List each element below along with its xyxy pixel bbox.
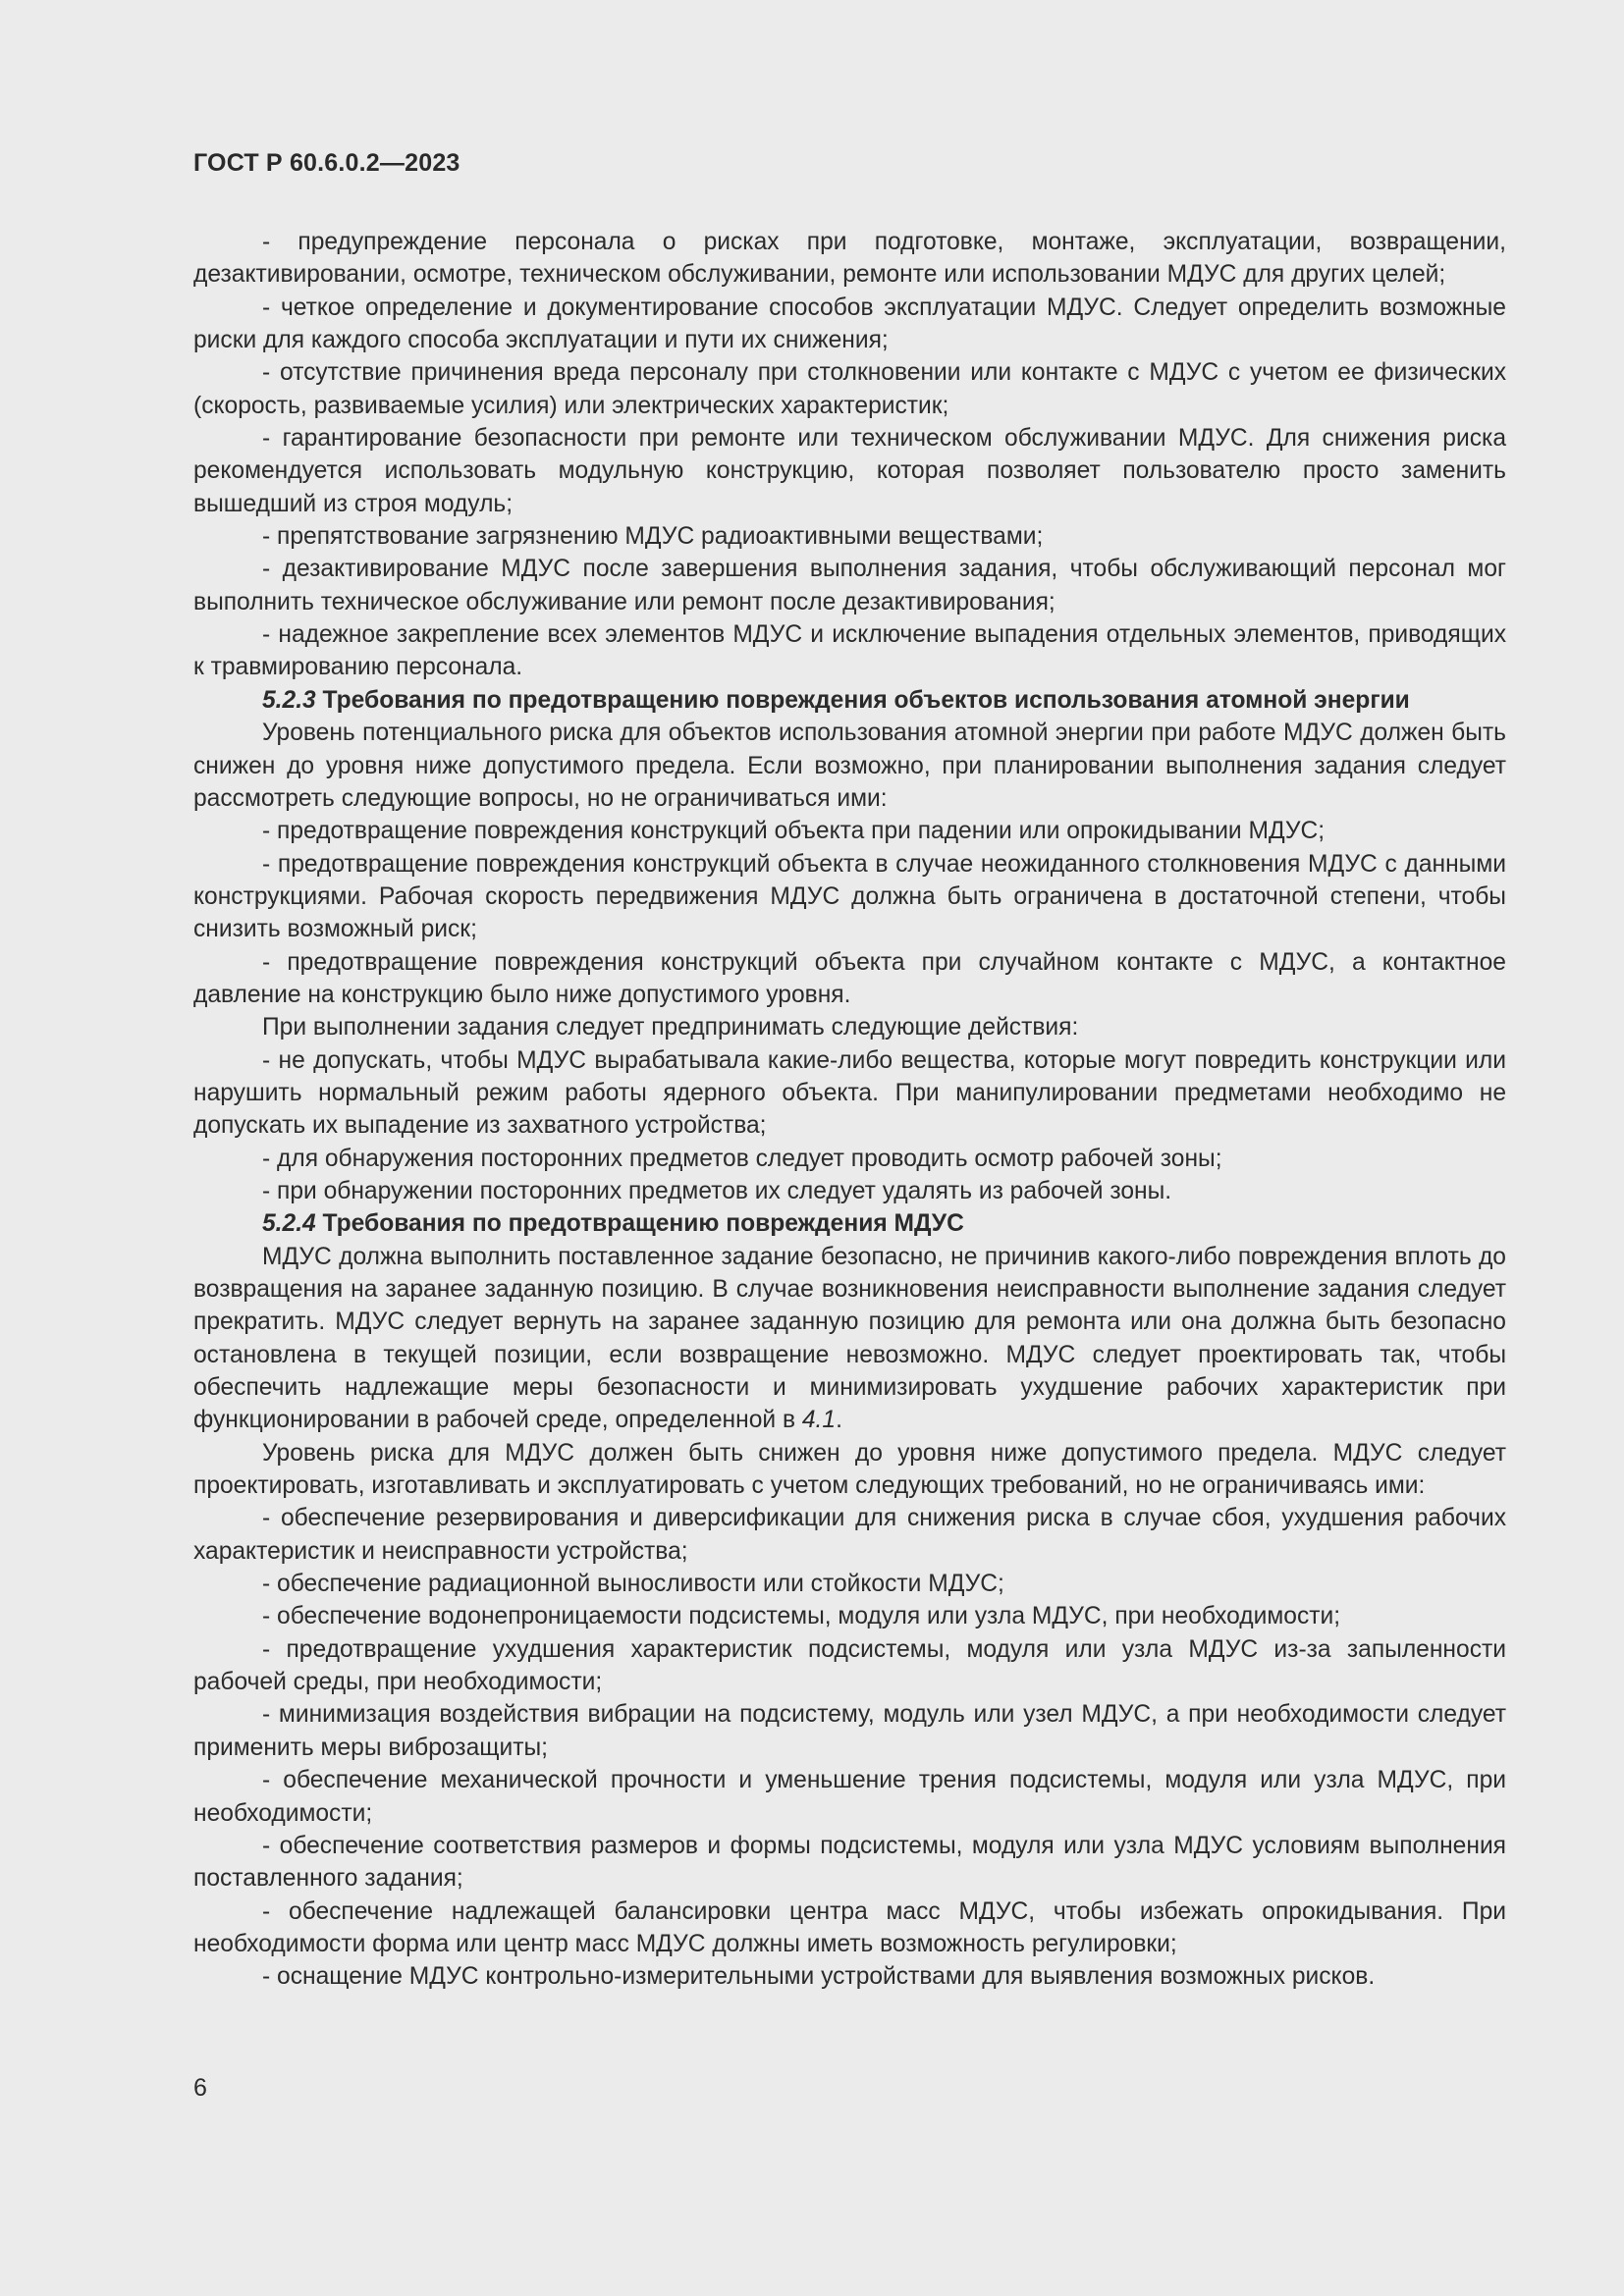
list-item: - дезактивирование МДУС после завершения выполнения задания, чтобы обслуживающий персонал мог выполнить техническое обслуживание или ремонт после дезактивирования;: [193, 556, 1506, 615]
list-item: - обеспечение резервирования и диверсификации для снижения риска в случае сбоя, ухудшения рабочих характеристик и неисправности устройства;: [193, 1505, 1506, 1565]
list-item: - препятствование загрязнению МДУС радиоактивными веществами;: [262, 523, 1044, 551]
paragraph: [193, 1241, 1506, 1437]
paragraph-text: МДУС должна выполнить поставленное задание безопасно, не причинив какого-либо повреждения вплоть до возвращения на заранее заданную позицию. В случае возникновения неисправности выполнение задания следует прекратить. МДУС следует вернуть на заранее заданную позицию для ремонта или она должна быть безопасно остановлена в текущей позиции, если возвращение невозможно. МДУС следует проектировать так, чтобы обеспечить надлежащие меры безопасности и минимизировать ухудшение рабочих характеристик при функционировании в рабочей среде, определенной в: [193, 1243, 1506, 1434]
list-item: - обеспечение радиационной выносливости или стойкости МДУС;: [262, 1571, 1004, 1598]
clause-reference: 4.1: [801, 1407, 837, 1434]
list-item: - минимизация воздействия вибрации на подсистему, модуль или узел МДУС, а при необходимости следует применить меры виброзащиты;: [193, 1701, 1506, 1761]
section-title: Требования по предотвращению повреждения МДУС: [322, 1210, 964, 1238]
paragraph: Уровень потенциального риска для объектов использования атомной энергии при работе МДУС должен быть снижен до уровня ниже допустимого предела. Если возможно, при планировании выполнения задания следует рассмотреть следующие вопросы, но не ограничиваться ими:: [193, 720, 1506, 812]
list-item: - надежное закрепление всех элементов МДУС и исключение выпадения отдельных элементов, приводящих к травмированию персонала.: [193, 621, 1506, 681]
list-item: - предотвращение ухудшения характеристик подсистемы, модуля или узла МДУС из-за запыленности рабочей среды, при необходимости;: [193, 1635, 1506, 1696]
list-item: - обеспечение соответствия размеров и формы подсистемы, модуля или узла МДУС условиям выполнения поставленного задания;: [193, 1832, 1506, 1893]
section-title: Требования по предотвращению повреждения объектов использования атомной энергии: [322, 686, 1410, 714]
paragraph: При выполнении задания следует предпринимать следующие действия:: [262, 1014, 1079, 1041]
section-heading-5-2-3: [193, 684, 1506, 717]
document-body: [193, 226, 1506, 1994]
list-item: - обеспечение надлежащей балансировки центра масс МДУС, чтобы избежать опрокидывания. При необходимости форма или центр масс МДУС должны иметь возможность регулировки;: [193, 1897, 1506, 1957]
document-code-header: ГОСТ Р 60.6.0.2—2023: [193, 149, 460, 177]
list-item: - гарантирование безопасности при ремонте или техническом обслуживании МДУС. Для снижения риска рекомендуется использовать модульную конструкцию, которая позволяет пользователю просто заменить вышедший из строя модуль;: [193, 425, 1506, 517]
list-item: - четкое определение и документирование способов эксплуатации МДУС. Следует определить возможные риски для каждого способа эксплуатации и пути их снижения;: [193, 294, 1506, 354]
list-item: - предотвращение повреждения конструкций объекта при случайном контакте с МДУС, а контактное давление на конструкцию было ниже допустимого уровня.: [193, 948, 1506, 1008]
section-heading-5-2-4: [193, 1207, 1506, 1240]
list-item: - предотвращение повреждения конструкций объекта при падении или опрокидывании МДУС;: [262, 818, 1326, 845]
list-item: - предотвращение повреждения конструкций объекта в случае неожиданного столкновения МДУС с данными конструкциями. Рабочая скорость передвижения МДУС должна быть ограничена в достаточной степени, чтобы снизить возможный риск;: [193, 850, 1506, 943]
list-item: - отсутствие причинения вреда персоналу при столкновении или контакте с МДУС с учетом ее физических (скорость, развиваемые усилия) или электрических характеристик;: [193, 359, 1506, 419]
paragraph-end: .: [836, 1407, 842, 1434]
list-item: - обеспечение механической прочности и уменьшение трения подсистемы, модуля или узла МДУС, при необходимости;: [193, 1767, 1506, 1827]
page-number: 6: [193, 2074, 207, 2102]
section-number: 5.2.4: [262, 1210, 316, 1238]
list-item: - оснащение МДУС контрольно-измерительными устройствами для выявления возможных рисков.: [262, 1963, 1376, 1991]
list-item: - обеспечение водонепроницаемости подсистемы, модуля или узла МДУС, при необходимости;: [262, 1603, 1341, 1630]
list-item: - предупреждение персонала о рисках при подготовке, монтаже, эксплуатации, возвращении, дезактивировании, осмотре, техническом обслуживании, ремонте или использовании МДУС для других целей;: [193, 229, 1506, 289]
list-item: - не допускать, чтобы МДУС вырабатывала какие-либо вещества, которые могут повредить конструкции или нарушить нормальный режим работы ядерного объекта. При манипулировании предметами необходимо не допускать их выпадение из захватного устройства;: [193, 1046, 1506, 1140]
paragraph: Уровень риска для МДУС должен быть снижен до уровня ниже допустимого предела. МДУС следует проектировать, изготавливать и эксплуатировать с учетом следующих требований, но не ограничиваясь ими:: [193, 1439, 1506, 1500]
section-number: 5.2.3: [262, 686, 316, 714]
list-item: - при обнаружении посторонних предметов их следует удалять из рабочей зоны.: [262, 1177, 1172, 1204]
list-item: - для обнаружения посторонних предметов следует проводить осмотр рабочей зоны;: [262, 1145, 1222, 1172]
